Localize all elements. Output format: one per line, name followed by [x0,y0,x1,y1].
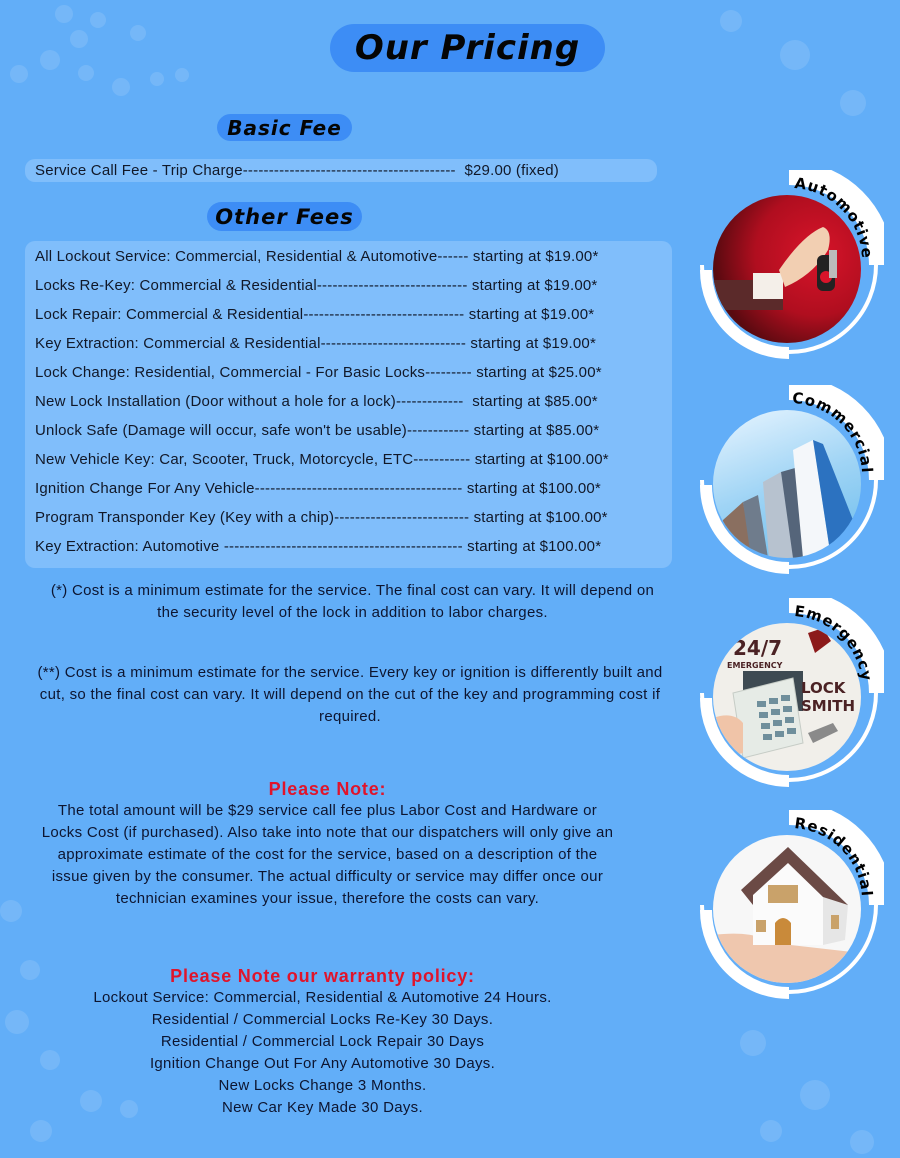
footnote-single-asterisk: (*) Cost is a minimum estimate for the service. The final cost can vary. It will depend on the security level of the lock in addition to labor charges. [50,582,655,621]
svg-text:24/7: 24/7 [733,636,783,660]
fee-row: Program Transponder Key (Key with a chip)-------------------------- starting at $100.00* [35,509,608,526]
fee-row: New Lock Installation (Door without a hole for a lock)------------- starting at $85.00* [35,393,598,410]
footnote-double-asterisk: (**) Cost is a minimum estimate for the service. Every key or ignition is differently built and cut, so the final cost can vary. It will depend on the cut of the key and programming cost if required. [37,664,663,725]
warranty-heading: Please Note our warranty policy: [170,966,475,986]
basic-fee-heading: Basic Fee [217,114,352,141]
category-label [690,800,890,1000]
svg-text:EMERGENCY: EMERGENCY [727,661,783,670]
fee-row: Key Extraction: Commercial & Residential---------------------------- starting at $19.00* [35,335,596,352]
warranty-line: Lockout Service: Commercial, Residential & Automotive 24 Hours. [93,989,552,1006]
fee-row: Key Extraction: Automotive ---------------------------------------------- starting at $100.00* [35,538,602,555]
category-label [690,160,890,360]
fee-row: Lock Repair: Commercial & Residential------------------------------- starting at $19.00* [35,306,595,323]
fee-row: Lock Change: Residential, Commercial - For Basic Locks--------- starting at $25.00* [35,364,602,381]
warranty-line: Ignition Change Out For Any Automotive 30 Days. [149,1055,496,1072]
fee-row: New Vehicle Key: Car, Scooter, Truck, Motorcycle, ETC----------- starting at $100.00* [35,451,609,468]
category-emergency[interactable] [690,588,890,793]
svg-text:Automotive: Automotive [793,173,877,260]
fee-row: Locks Re-Key: Commercial & Residential----------------------------- starting at $19.00* [35,277,598,294]
fee-row: Unlock Safe (Damage will occur, safe won't be usable)------------ starting at $85.00* [35,422,600,439]
warranty-line: New Car Key Made 30 Days. [222,1099,423,1116]
please-note-heading: Please Note: [268,779,387,799]
svg-text:Residential: Residential [793,813,876,898]
category-residential[interactable] [690,800,890,1005]
warranty-section [50,965,595,1119]
other-fees-heading: Other Fees [207,202,362,231]
svg-text:SMITH: SMITH [801,697,856,715]
category-label [690,375,890,575]
warranty-line: New Locks Change 3 Months. [218,1077,427,1094]
warranty-line: Residential / Commercial Locks Re-Key 30 Days. [151,1011,494,1028]
please-note-body: The total amount will be $29 service call fee plus Labor Cost and Hardware or Locks Cost (if purchased). Also take into note that our dispatchers will only give an approximate estimate of the cost for the service, based on a description of the issue given by the consumer. The actual difficulty or service may differ once our technician examines your issue, therefore the costs can vary. [41,802,614,907]
category-label [690,588,890,788]
svg-text:Commercial: Commercial [791,388,877,474]
svg-text:Emergency: Emergency [793,602,876,683]
basic-fee-row: Service Call Fee - Trip Charge----------------------------------------- $29.00 (fixed) [25,159,657,182]
category-commercial[interactable] [690,375,890,580]
fee-row: Ignition Change For Any Vehicle---------------------------------------- starting at $100.00* [35,480,601,497]
svg-text:LOCK: LOCK [801,679,846,697]
page-title: Our Pricing [330,24,605,72]
warranty-line: Residential / Commercial Lock Repair 30 Days [160,1033,485,1050]
other-fees-list [25,241,672,568]
category-automotive[interactable] [690,160,890,365]
fee-row: All Lockout Service: Commercial, Residential & Automotive------ starting at $19.00* [35,248,599,265]
please-note-section [40,778,615,910]
